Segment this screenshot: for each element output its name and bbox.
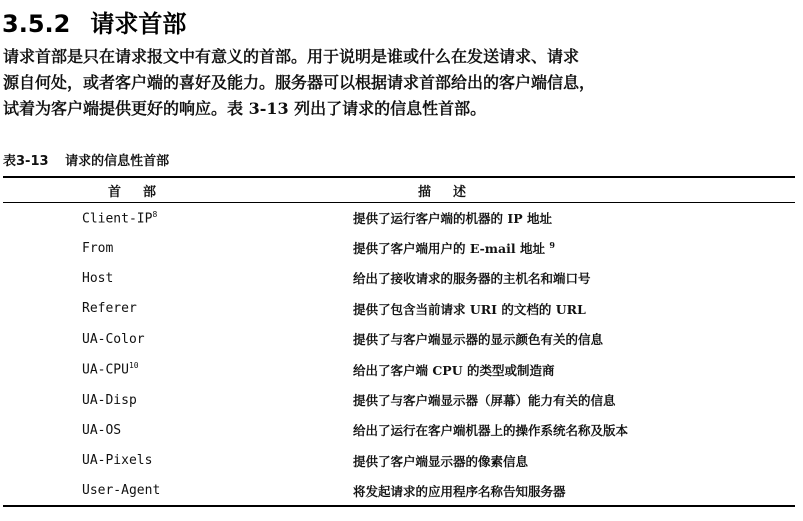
header-description-cell: [261, 385, 795, 415]
header-description-cell: [261, 324, 795, 354]
header-name-cell: [3, 263, 261, 293]
footnote-marker: 9: [549, 239, 555, 250]
table-row: [3, 233, 795, 263]
table-row: [3, 446, 795, 476]
header-name: Client-IP: [82, 211, 153, 227]
header-description: 提供了与客户端显示器（屏幕）能力有关的信息: [353, 393, 616, 409]
header-name: Referer: [82, 301, 137, 317]
table-row: [3, 324, 795, 354]
header-description-cell: [261, 415, 795, 445]
table-caption-number: 表3-13: [3, 154, 49, 169]
request-headers-table: [3, 176, 795, 507]
header-description: 将发起请求的应用程序名称告知服务器: [353, 483, 566, 499]
header-name: Host: [82, 270, 114, 286]
header-name-cell: [3, 354, 261, 384]
header-name-cell: [3, 446, 261, 476]
table-row: [3, 476, 795, 506]
intro-line: 源自何处，或者客户端的喜好及能力。服务器可以根据请求首部给出的客户端信息，: [3, 73, 596, 92]
table-row: [3, 415, 795, 445]
section-number: 3.5.2: [2, 10, 71, 38]
header-description: 提供了客户端显示器的像素信息: [353, 453, 529, 469]
header-description-cell: [261, 446, 795, 476]
header-description: 提供了包含当前请求 URI 的文档的 URL: [353, 301, 586, 317]
table-row: [3, 263, 795, 293]
header-description-cell: [261, 263, 795, 293]
header-description-cell: [261, 294, 795, 324]
header-description: 提供了客户端用户的 E-mail 地址: [353, 241, 545, 257]
table-header-row: [3, 177, 795, 203]
header-name: User-Agent: [82, 483, 161, 499]
footnote-marker: 10: [128, 361, 139, 371]
header-name: UA-Pixels: [82, 453, 153, 469]
header-name: UA-Color: [82, 331, 145, 347]
header-name-cell: [3, 203, 261, 233]
intro-line: 试着为客户端提供更好的响应。表 3-13 列出了请求的信息性首部。: [3, 99, 487, 118]
header-name-cell: [3, 324, 261, 354]
header-name-cell: [3, 385, 261, 415]
header-name-cell: [3, 415, 261, 445]
header-description: 给出了客户端 CPU 的类型或制造商: [353, 362, 555, 378]
header-name-cell: [3, 233, 261, 263]
header-name-cell: [3, 476, 261, 506]
table-row: [3, 203, 795, 233]
header-description-cell: [261, 203, 795, 233]
column-header-description: 描述: [417, 184, 488, 200]
footnote-marker: 8: [152, 209, 158, 219]
header-description: 提供了运行客户端的机器的 IP 地址: [353, 210, 552, 226]
table-row: [3, 354, 795, 384]
table-row: [3, 385, 795, 415]
table-caption-title: 请求的信息性首部: [65, 154, 170, 169]
header-name: UA-CPU: [82, 362, 129, 378]
header-name: From: [82, 240, 114, 256]
table-body: [3, 203, 795, 507]
section-heading: [2, 4, 186, 38]
header-description: 提供了与客户端显示器的显示颜色有关的信息: [353, 332, 604, 348]
header-description-cell: [261, 233, 795, 263]
header-name: UA-OS: [82, 422, 122, 438]
header-description-cell: [261, 476, 795, 506]
header-description-cell: [261, 354, 795, 384]
table-row: [3, 294, 795, 324]
table-caption: [3, 150, 169, 169]
header-description: 给出了接收请求的服务器的主机名和端口号: [353, 271, 591, 287]
intro-paragraph: [3, 44, 799, 122]
column-header-name: 首部: [107, 184, 178, 200]
section-title: 请求首部: [90, 10, 187, 38]
intro-line: 请求首部是只在请求报文中有意义的首部。用于说明是谁或什么在发送请求、请求: [3, 47, 580, 66]
header-name: UA-Disp: [82, 392, 137, 408]
header-name-cell: [3, 294, 261, 324]
header-description: 给出了运行在客户端机器上的操作系统名称及版本: [353, 423, 629, 439]
